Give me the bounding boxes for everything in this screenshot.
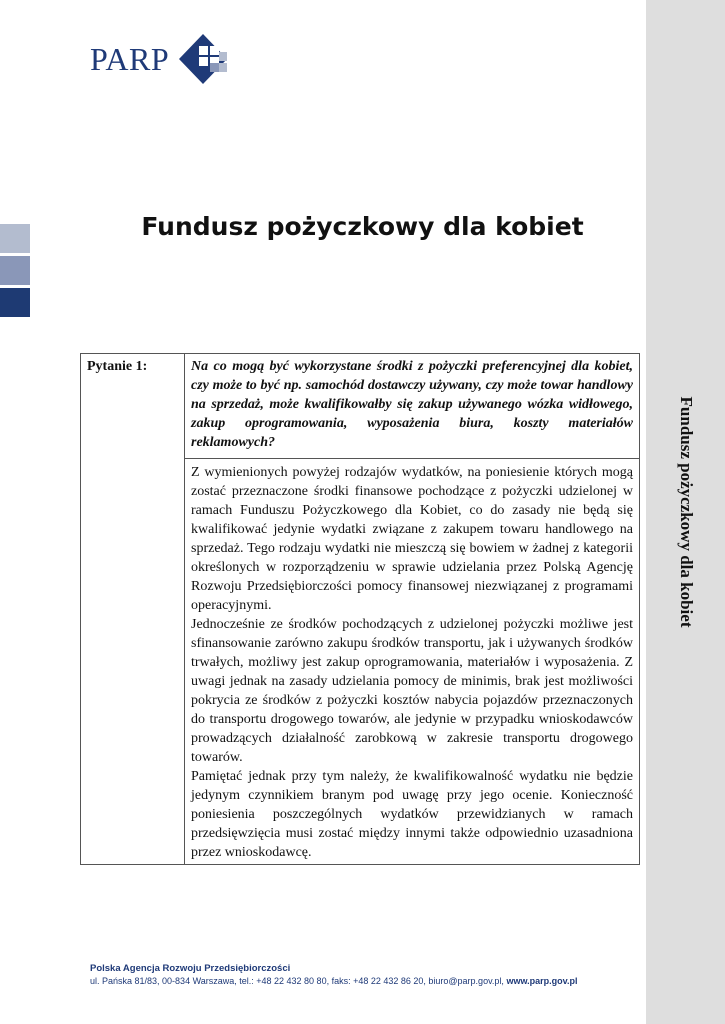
decor-block-mid xyxy=(0,256,30,285)
question-row xyxy=(81,354,640,459)
parp-logo xyxy=(90,32,229,86)
answer-paragraph: Pamiętać jednak przy tym należy, że kwalifikowalność wydatku nie będzie jedynym czynnikiem branym pod uwagę przy jego ocenie. Konieczność poniesienia poszczególnych wydatków przewidzianych w ramach przedsięwzięcia musi zostać między innymi także odpowiednio uzasadniona przez wnioskodawcę. xyxy=(191,769,633,860)
qa-table xyxy=(80,353,640,865)
question-label: Pytanie 1: xyxy=(81,354,185,865)
parp-logo-icon xyxy=(177,32,229,86)
footer-contact xyxy=(90,975,577,988)
logo-text: PARP xyxy=(90,40,170,77)
answer-paragraph: Jednocześnie ze środków pochodzących z udzielonej pożyczki możliwe jest sfinansowanie zarówno zakupu środków transportu, jak i używanych środków trwałych, możliwy jest zakup oprogramowania, materiałów i wyposażenia. Z uwagi jednak na zasady udzielania pomocy de minimis, brak jest możliwości pokrycia ze środków z pożyczki kosztów nabycia pojazdów przeznaczonych do transportu drogowego towarów, ale jedynie w przypadku wnioskodawców prowadzących działalność zarobkową w zakresie transportu drogowego towarów. xyxy=(191,617,633,765)
question-text: Na co mogą być wykorzystane środki z pożyczki preferencyjnej dla kobiet, czy może to być np. samochód dostawczy używany, czy może towar handlowy na sprzedaż, może kwalifikowałby się zakup używanego wózka widłowego, zakup oprogramowania, wyposażenia biura, koszty materiałów reklamowych? xyxy=(185,354,640,459)
answer-paragraph: Z wymienionych powyżej rodzajów wydatków, na poniesienie których mogą zostać przeznaczone środki finansowe pochodzące z pożyczki udzielonej w ramach Funduszu Pożyczkowego dla Kobiet, co do zasady nie będą się kwalifikować jedynie wydatki związane z zakupem towaru handlowego na sprzedaż. Tego rodzaju wydatki nie mieszczą się bowiem w żadnej z kategorii określonych w rozporządzeniu w sprawie udzielania przez Polską Agencję Rozwoju Przedsiębiorczości pomocy finansowej niezwiązanej z programami operacyjnymi. xyxy=(191,465,633,613)
answer-cell xyxy=(185,459,640,865)
decor-block-dark xyxy=(0,288,30,317)
side-title: Fundusz pożyczkowy dla kobiet xyxy=(677,396,696,628)
page-title: Fundusz pożyczkowy dla kobiet xyxy=(141,212,584,241)
footer xyxy=(90,962,577,988)
footer-organization: Polska Agencja Rozwoju Przedsiębiorczości xyxy=(90,963,291,974)
footer-website-link[interactable]: www.parp.gov.pl xyxy=(506,976,578,986)
footer-address: ul. Pańska 81/83, 00-834 Warszawa, tel.: +48 22 432 80 80, faks: +48 22 432 86 20, biuro@parp.gov.pl, xyxy=(90,976,504,986)
